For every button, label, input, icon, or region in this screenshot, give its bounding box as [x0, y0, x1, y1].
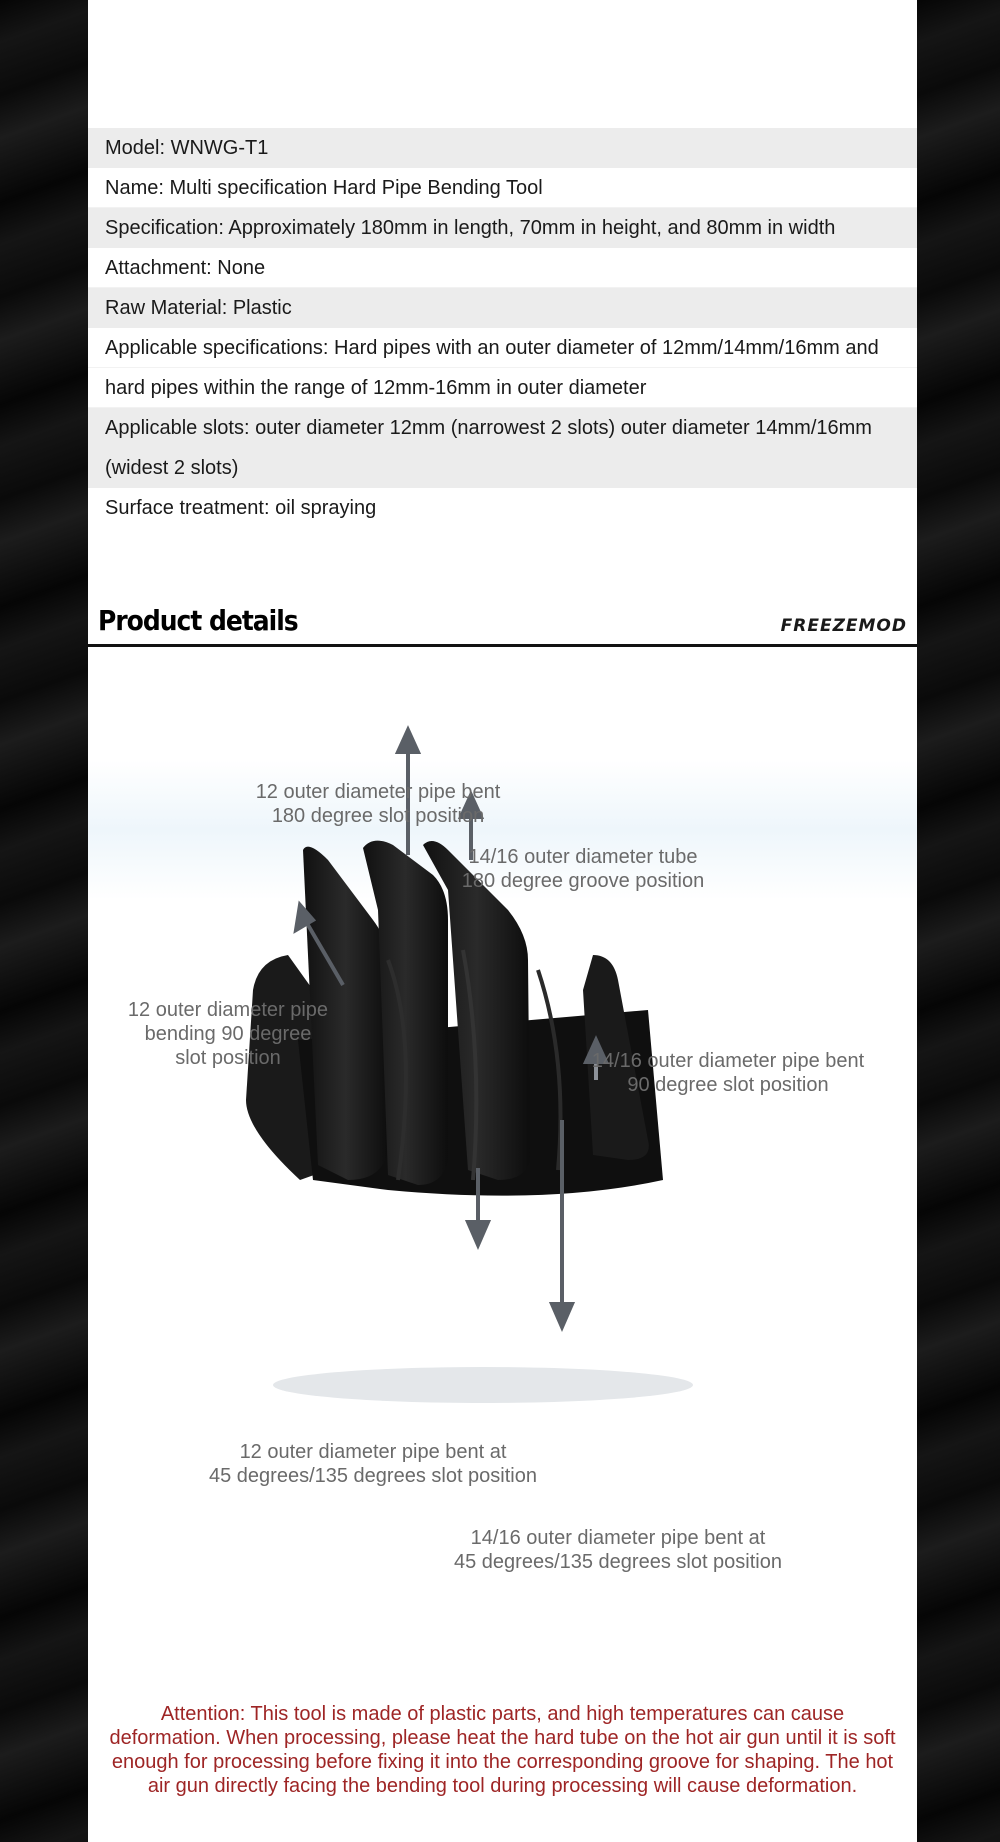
label-12-90: 12 outer diameter pipe bending 90 degree slot position [127, 999, 329, 1069]
brand-logo: FREEZEMOD [780, 616, 907, 636]
product-diagram [88, 660, 917, 1640]
spec-row-applicable-specs: Applicable specifications: Hard pipes with an outer diameter of 12mm/14mm/16mm and [88, 328, 917, 368]
spec-row-model: Model: WNWG-T1 [88, 128, 917, 168]
label-12-180: 12 outer diameter pipe bent 180 degree slot position [255, 781, 501, 827]
label-1416-180: 14/16 outer diameter tube 180 degree groove position [461, 846, 705, 892]
spec-row-applicable-slots-cont: (widest 2 slots) [88, 448, 917, 488]
section-header [88, 600, 917, 647]
spec-row-attachment: Attachment: None [88, 248, 917, 288]
section-title: Product details [98, 604, 298, 637]
tool-shadow [273, 1367, 693, 1403]
spec-row-specification: Specification: Approximately 180mm in length, 70mm in height, and 80mm in width [88, 208, 917, 248]
product-page [88, 0, 917, 1842]
spec-row-material: Raw Material: Plastic [88, 288, 917, 328]
arrow-1416-45-head [552, 1304, 572, 1327]
spec-row-applicable-slots: Applicable slots: outer diameter 12mm (narrowest 2 slots) outer diameter 14mm/16mm [88, 408, 917, 448]
attention-note: Attention: This tool is made of plastic parts, and high temperatures can cause deformation. When processing, please heat the hard tube on the hot air gun until it is soft enough for processing before fixing it into the corresponding groove for shaping. The hot air gun directly facing the bending tool during processing will cause deformation. [109, 1703, 896, 1797]
spec-row-name: Name: Multi specification Hard Pipe Bending Tool [88, 168, 917, 208]
background-right-panel [917, 0, 1000, 1842]
spec-table [88, 128, 917, 528]
spec-row-surface: Surface treatment: oil spraying [105, 497, 377, 519]
background-left-panel [0, 0, 88, 1842]
label-12-45: 12 outer diameter pipe bent at 45 degrees/135 degrees slot position [208, 1441, 537, 1487]
arrow-12-180-head [398, 730, 418, 752]
label-1416-90: 14/16 outer diameter pipe bent 90 degree slot position [591, 1050, 865, 1096]
spec-row-applicable-specs-cont: hard pipes within the range of 12mm-16mm in outer diameter [88, 368, 917, 408]
label-1416-45: 14/16 outer diameter pipe bent at 45 degrees/135 degrees slot position [453, 1527, 782, 1573]
arrow-12-45-head [468, 1222, 488, 1245]
